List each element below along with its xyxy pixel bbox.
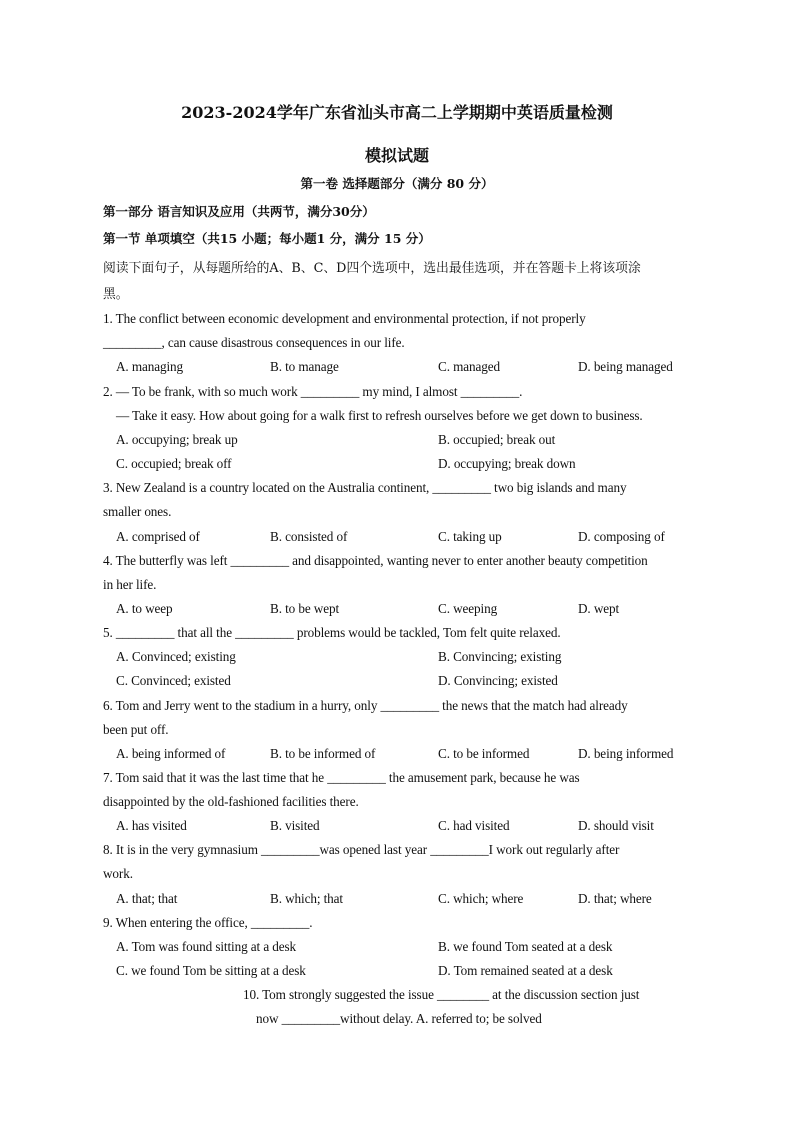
question-5-option-a: A. Convinced; existing xyxy=(116,649,236,664)
question-7-option-c: C. had visited xyxy=(438,818,510,833)
question-7-line-2: disappointed by the old-fashioned facilities there. xyxy=(103,794,359,809)
question-5-option-c: C. Convinced; existed xyxy=(116,673,231,688)
question-8-option-d: D. that; where xyxy=(578,891,652,906)
instructions-line-2: 黑。 xyxy=(103,287,129,302)
question-10-line-1: 10. Tom strongly suggested the issue ________ at the discussion section just xyxy=(243,987,640,1002)
question-6-option-a: A. being informed of xyxy=(116,746,226,761)
question-2-option-b: B. occupied; break out xyxy=(438,432,556,447)
exam-subtitle: 模拟试题 xyxy=(364,146,429,165)
question-3-line-2: smaller ones. xyxy=(103,504,172,519)
question-1-option-a: A. managing xyxy=(116,359,184,374)
question-6-option-c: C. to be informed xyxy=(438,746,530,761)
question-3-option-c: C. taking up xyxy=(438,529,502,544)
question-4-line-2: in her life. xyxy=(103,577,157,592)
question-5-option-b: B. Convincing; existing xyxy=(438,649,562,664)
question-1-option-d: D. being managed xyxy=(578,359,673,374)
question-6-line-2: been put off. xyxy=(103,722,169,737)
question-3-option-b: B. consisted of xyxy=(270,529,348,544)
question-8-option-c: C. which; where xyxy=(438,891,524,906)
question-6-line-1: 6. Tom and Jerry went to the stadium in a hurry, only _________ the news that the match had already xyxy=(103,698,628,713)
exam-title: 2023-2024学年广东省汕头市高二上学期期中英语质量检测 xyxy=(181,103,613,122)
volume-heading: 第一卷 选择题部分（满分 80 分） xyxy=(300,176,494,191)
question-9-option-a: A. Tom was found sitting at a desk xyxy=(116,939,297,954)
question-6-option-d: D. being informed xyxy=(578,746,674,761)
question-4-option-b: B. to be wept xyxy=(270,601,340,616)
part-heading: 第一部分 语言知识及应用（共两节，满分30分） xyxy=(103,204,375,219)
question-7-option-a: A. has visited xyxy=(116,818,187,833)
question-7-option-b: B. visited xyxy=(270,818,320,833)
question-4-option-d: D. wept xyxy=(578,601,620,616)
question-1-option-c: C. managed xyxy=(438,359,500,374)
question-4-option-c: C. weeping xyxy=(438,601,498,616)
question-1-line-2: _________, can cause disastrous consequences in our life. xyxy=(103,335,405,350)
question-8-option-b: B. which; that xyxy=(270,891,343,906)
question-2-line-2: — Take it easy. How about going for a walk first to refresh ourselves before we get down to business. xyxy=(116,408,643,423)
question-10-line-2: now _________without delay. A. referred to; be solved xyxy=(256,1011,542,1026)
question-8-option-a: A. that; that xyxy=(116,891,178,906)
question-8-line-1: 8. It is in the very gymnasium _________was opened last year _________I work out regularly after xyxy=(103,842,620,857)
question-4-option-a: A. to weep xyxy=(116,601,173,616)
question-7-option-d: D. should visit xyxy=(578,818,654,833)
question-8-line-2: work. xyxy=(103,866,133,881)
question-2-option-c: C. occupied; break off xyxy=(116,456,232,471)
question-3-line-1: 3. New Zealand is a country located on the Australia continent, _________ two big islands and many xyxy=(103,480,627,495)
question-3-option-d: D. composing of xyxy=(578,529,665,544)
question-2-option-a: A. occupying; break up xyxy=(116,432,238,447)
question-4-line-1: 4. The butterfly was left _________ and disappointed, wanting never to enter another beauty competition xyxy=(103,553,648,568)
question-6-option-b: B. to be informed of xyxy=(270,746,376,761)
question-2-option-d: D. occupying; break down xyxy=(438,456,576,471)
question-7-line-1: 7. Tom said that it was the last time that he _________ the amusement park, because he was xyxy=(103,770,580,785)
question-9-option-c: C. we found Tom be sitting at a desk xyxy=(116,963,306,978)
question-1-line-1: 1. The conflict between economic development and environmental protection, if not properly xyxy=(103,311,586,326)
section-heading: 第一节 单项填空（共15 小题；每小题1 分，满分 15 分） xyxy=(103,231,431,246)
question-9-option-d: D. Tom remained seated at a desk xyxy=(438,963,613,978)
question-5-option-d: D. Convincing; existed xyxy=(438,673,558,688)
question-3-option-a: A. comprised of xyxy=(116,529,200,544)
question-2-line-1: 2. — To be frank, with so much work _________ my mind, I almost _________. xyxy=(103,384,523,399)
question-1-option-b: B. to manage xyxy=(270,359,339,374)
question-5-line-1: 5. _________ that all the _________ problems would be tackled, Tom felt quite relaxed. xyxy=(103,625,561,640)
question-9-option-b: B. we found Tom seated at a desk xyxy=(438,939,613,954)
instructions-line-1: 阅读下面句子，从每题所给的A、B、C、D四个选项中，选出最佳选项，并在答题卡上将该项涂 xyxy=(103,261,641,276)
question-9-line-1: 9. When entering the office, _________. xyxy=(103,915,313,930)
